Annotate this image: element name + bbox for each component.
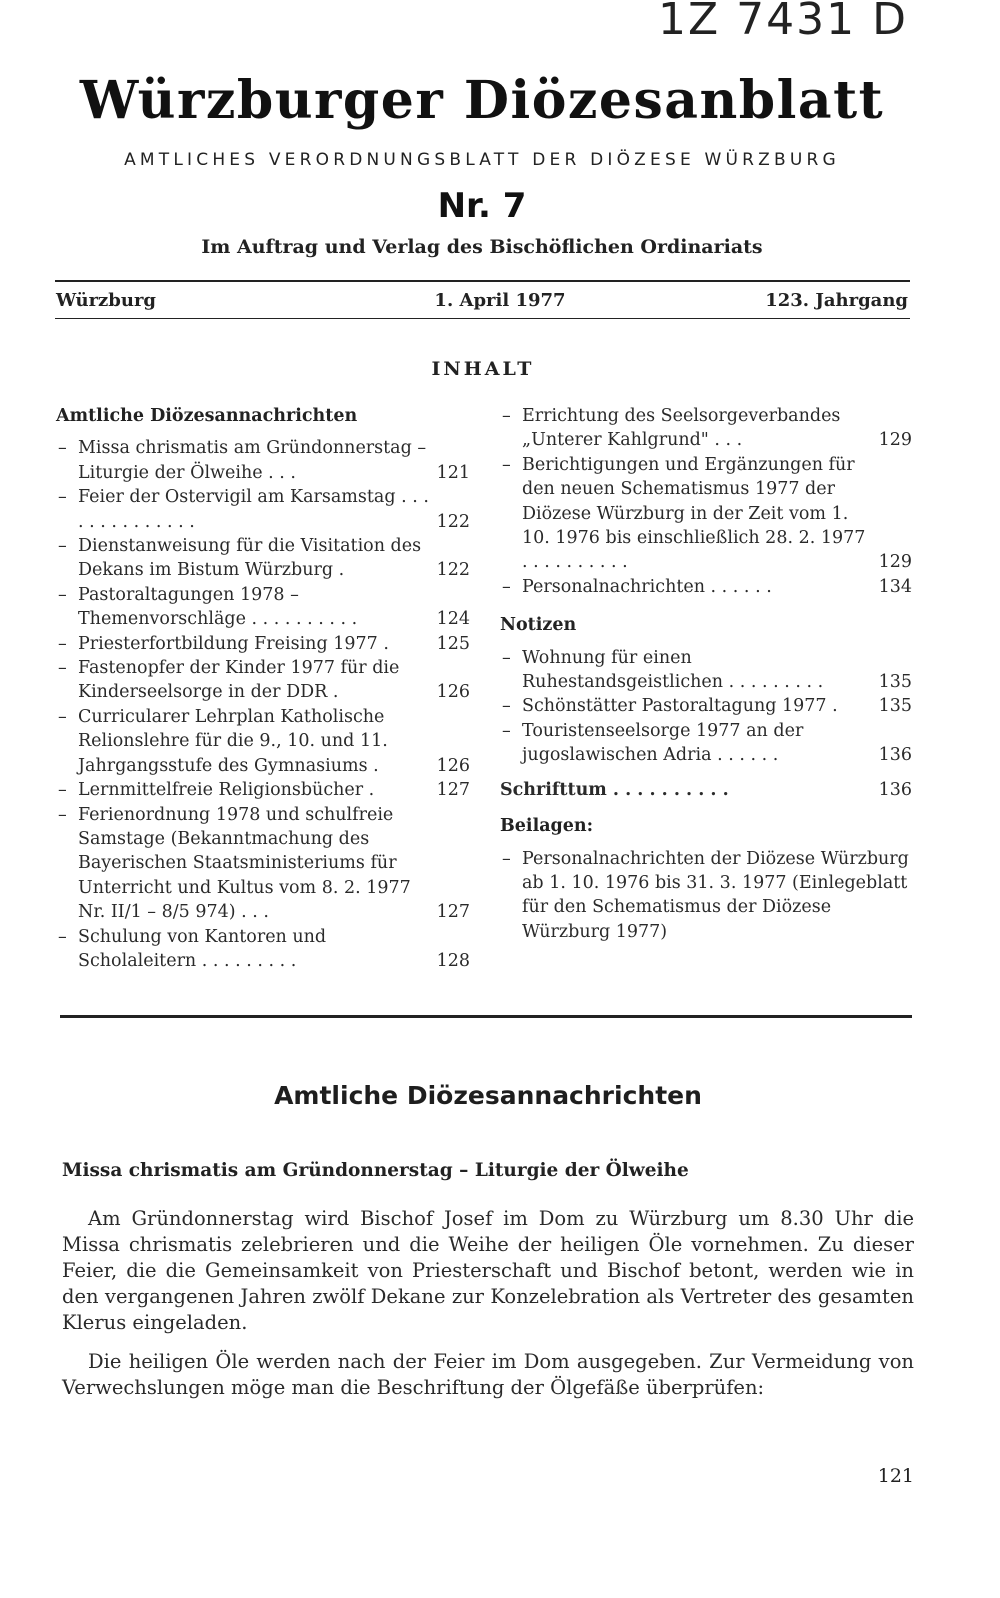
- toc-entry: – Feier der Ostervigil am Karsamstag . . . . . . . . . . . . . . 122: [56, 485, 470, 534]
- toc-entry: – Schönstätter Pastoraltagung 1977 . 135: [500, 694, 912, 718]
- toc-entry: – Curricularer Lehrplan Katholische Relionslehre für die 9., 10. und 11. Jahrgangsstufe des Gymnasiums . 126: [56, 705, 470, 778]
- toc-entry: – Lernmittelfreie Religionsbücher . 127: [56, 778, 470, 802]
- contents-section-heading: Amtliche Diözesannachrichten: [56, 406, 358, 426]
- issue-number: Nr. 7: [437, 186, 527, 226]
- toc-entry: – Personalnachrichten . . . . . . 134: [500, 575, 912, 599]
- notizen-heading: Notizen: [500, 615, 577, 636]
- toc-entry: – Personalnachrichten der Diözese Würzburg ab 1. 10. 1976 bis 31. 3. 1977 (Einlegeblatt für den Schematismus der Diözese Würzburg 1977): [500, 847, 912, 945]
- toc-entry: – Wohnung für einen Ruhestandsgeistlichen . . . . . . . . . 135: [500, 646, 912, 695]
- toc-entry: – Missa chrismatis am Gründonnerstag – Liturgie der Ölweihe . . . 121: [56, 436, 470, 485]
- beilagen-heading: Beilagen:: [500, 816, 594, 837]
- masthead-subtitle: AMTLICHES VERORDNUNGSBLATT DER DIÖZESE WÜRZBURG: [124, 150, 840, 170]
- article-paragraph: Die heiligen Öle werden nach der Feier im Dom ausgegeben. Zur Vermeidung von Verwechslungen möge man die Beschriftung der Ölgefäße überprüfen:: [62, 1350, 914, 1399]
- toc-entry: – Priesterfortbildung Freising 1977 . 125: [56, 632, 470, 656]
- toc-entry: – Touristenseelsorge 1977 an der jugoslawischen Adria . . . . . . 136: [500, 719, 912, 768]
- toc-entry: – Dienstanweisung für die Visitation des Dekans im Bistum Würzburg . 122: [56, 534, 470, 583]
- masthead-title: Würzburger Diözesanblatt: [79, 70, 885, 131]
- article-title: Missa chrismatis am Gründonnerstag – Liturgie der Ölweihe: [62, 1160, 689, 1181]
- publisher-line: Im Auftrag und Verlag des Bischöflichen Ordinariats: [201, 236, 763, 258]
- page-number: 121: [877, 1465, 914, 1487]
- dateline-rule: [55, 318, 910, 319]
- toc-entry: – Errichtung des Seelsorgeverbandes „Unterer Kahlgrund" . . . 129: [500, 404, 912, 453]
- archive-stamp: 1Z 7431 D: [658, 0, 908, 45]
- contents-left-column: [56, 404, 470, 973]
- toc-entry: – Ferienordnung 1978 und schulfreie Samstage (Bekanntmachung des Bayerischen Staatsministeriums für Unterricht und Kultus vom 8. 2. 1977 Nr. II/1 – 8/5 974) . . . 127: [56, 803, 470, 925]
- section-divider: [60, 1015, 912, 1018]
- toc-entry: – Fastenopfer der Kinder 1977 für die Kinderseelsorge in der DDR . 126: [56, 656, 470, 705]
- toc-entry: – Pastoraltagungen 1978 – Themenvorschläge . . . . . . . . . . 124: [56, 583, 470, 632]
- dateline-date: 1. April 1977: [434, 290, 566, 311]
- top-rule: [55, 280, 910, 282]
- contents-heading: INHALT: [431, 358, 535, 380]
- dateline-place: Würzburg: [56, 290, 157, 311]
- section-title: Amtliche Diözesannachrichten: [274, 1081, 702, 1110]
- article-paragraph: Am Gründonnerstag wird Bischof Josef im Dom zu Würzburg um 8.30 Uhr die Missa chrismatis zelebrieren und die Weihe der heiligen Öle vornehmen. Zu dieser Feier, die die Gemeinsamkeit von Priesterschaft und Bischof betont, werden wie in den vergangenen Jahren zwölf Dekane zur Konzelebration als Vertreter des gesamten Klerus eingeladen.: [62, 1207, 914, 1334]
- contents-right-column: [500, 404, 912, 944]
- schrifttum-entry: Schrifttum . . . . . . . . . . 136: [500, 779, 912, 800]
- toc-entry: – Berichtigungen und Ergänzungen für den neuen Schematismus 1977 der Diözese Würzburg in der Zeit vom 1. 10. 1976 bis einschließlich 28. 2. 1977 . . . . . . . . . . 129: [500, 453, 912, 575]
- toc-entry: – Schulung von Kantoren und Scholaleitern . . . . . . . . . 128: [56, 925, 470, 974]
- dateline-volume: 123. Jahrgang: [765, 290, 908, 311]
